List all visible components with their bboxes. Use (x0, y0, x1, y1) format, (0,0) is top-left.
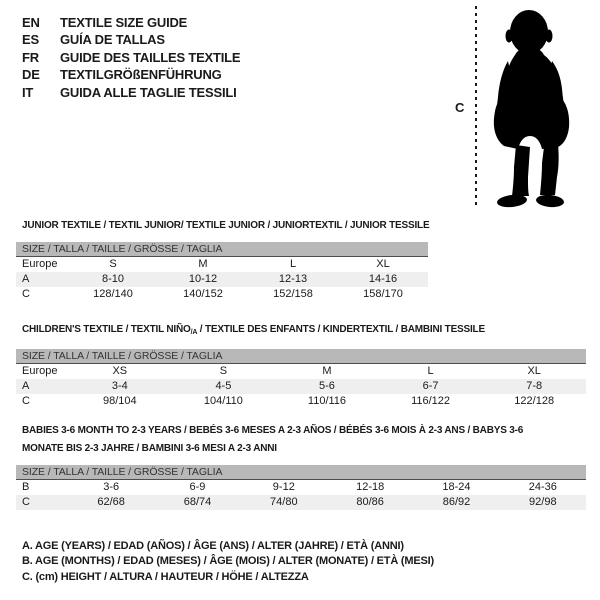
size-value-cell: 140/152 (183, 288, 223, 300)
row-label-cell: A (22, 380, 30, 392)
size-header-bar: SIZE / TALLA / TAILLE / GRÖSSE / TAGLIA (16, 242, 428, 257)
children-size-table (16, 364, 586, 409)
footnote-height-cm: C. (cm) HEIGHT / ALTURA / HAUTEUR / HÖHE / ALTEZZA (22, 570, 309, 583)
row-label-cell: A (22, 273, 30, 285)
size-value-cell: 110/116 (307, 395, 347, 407)
guide-title: GUIDA ALLE TAGLIE TESSILI (60, 84, 237, 100)
toddler-silhouette-icon (482, 5, 594, 210)
language-code: DE (22, 67, 40, 83)
language-row (22, 14, 240, 31)
size-value-cell: S (109, 258, 117, 270)
size-value-cell: 12-18 (356, 481, 385, 493)
size-header-bar: SIZE / TALLA / TAILLE / GRÖSSE / TAGLIA (16, 349, 586, 364)
size-header-bar: SIZE / TALLA / TAILLE / GRÖSSE / TAGLIA (16, 465, 586, 480)
language-code: FR (22, 49, 39, 65)
size-value-cell: 98/104 (102, 395, 137, 407)
size-value-cell: 6-9 (189, 481, 206, 493)
language-title-list (22, 14, 240, 101)
table-row (16, 272, 428, 287)
babies-size-table (16, 480, 586, 510)
language-row (22, 31, 240, 48)
row-label-cell: Europe (22, 365, 58, 377)
section-heading: BABIES 3-6 MONTH TO 2-3 YEARS / BEBÉS 3-6 MESES A 2-3 AÑOS / BÉBÉS 3-6 MOIS À 2-3 ANS / BABYS 3-6 MONATE BIS 2-3 JAHRE / BAMBINI 3-6 MESI A 2-3 ANNI (22, 425, 524, 454)
size-value-cell: L (427, 365, 434, 377)
table-row (16, 364, 586, 379)
language-row (22, 84, 240, 101)
size-value-cell: 128/140 (93, 288, 133, 300)
size-value-cell: M (322, 365, 332, 377)
footnote-age-years: A. AGE (YEARS) / EDAD (AÑOS) / ÂGE (ANS) / ALTER (JAHRE) / ETÀ (ANNI) (22, 540, 404, 552)
heading-text: CHILDREN'S TEXTILE / TEXTIL NIÑO (22, 324, 191, 335)
size-value-cell: 62/68 (97, 496, 125, 508)
size-value-cell: 74/80 (270, 496, 298, 508)
size-value-cell: 7-8 (526, 380, 543, 392)
size-value-cell: 3-6 (103, 481, 120, 493)
size-value-cell: 152/158 (273, 288, 313, 300)
size-value-cell: 122/128 (514, 395, 555, 407)
size-value-cell: S (219, 365, 228, 377)
size-value-cell: 86/92 (442, 496, 471, 508)
size-value-cell: 10-12 (188, 273, 218, 285)
size-value-cell: XL (376, 258, 390, 270)
size-value-cell: 5-6 (319, 380, 335, 392)
size-value-cell: 18-24 (442, 481, 471, 493)
size-value-cell: 8-10 (101, 273, 125, 285)
section-junior (16, 217, 428, 302)
size-value-cell: 12-13 (278, 273, 308, 285)
size-value-cell: M (198, 258, 208, 270)
size-value-cell: 14-16 (368, 273, 398, 285)
table-row (16, 480, 586, 495)
size-value-cell: XS (112, 365, 128, 377)
size-value-cell: 4-5 (215, 380, 232, 392)
size-value-cell: L (289, 258, 297, 270)
row-label-cell: C (22, 496, 30, 508)
footnote-list (22, 539, 434, 585)
size-value-cell: 6-7 (422, 380, 439, 392)
language-code: IT (22, 84, 34, 100)
section-children (16, 321, 586, 409)
guide-title: TEXTILGRÖßENFÜHRUNG (60, 67, 222, 83)
language-code: ES (22, 32, 39, 48)
size-value-cell: 104/110 (203, 395, 243, 407)
size-value-cell: 68/74 (183, 496, 212, 508)
section-babies (16, 422, 586, 510)
table-row (16, 287, 428, 302)
language-row (22, 66, 240, 83)
size-value-cell: 158/170 (363, 288, 403, 300)
section-heading (16, 321, 586, 342)
height-measure-label: C (455, 100, 465, 115)
heading-text: / TEXTILE DES ENFANTS / KINDERTEXTIL / BAMBINI TESSILE (197, 324, 485, 335)
language-row (22, 49, 240, 66)
language-code: EN (22, 15, 40, 30)
size-value-cell: XL (527, 365, 541, 377)
guide-title: GUIDE DES TAILLES TEXTILE (60, 49, 241, 65)
table-row (16, 495, 586, 510)
junior-size-table (16, 257, 428, 302)
size-value-cell: 80/86 (356, 496, 384, 508)
height-measure-line (475, 6, 477, 207)
table-row (16, 379, 586, 394)
size-value-cell: 3-4 (111, 380, 128, 392)
guide-title: TEXTILE SIZE GUIDE (60, 15, 188, 30)
footnote-age-months: B. AGE (MONTHS) / EDAD (MESES) / ÂGE (MOIS) / ALTER (MONATE) / ETÀ (MESI) (22, 555, 434, 568)
size-value-cell: 24-36 (528, 481, 557, 493)
size-value-cell: 9-12 (272, 481, 295, 493)
row-label-cell: C (22, 395, 30, 407)
size-value-cell: 92/98 (529, 496, 557, 508)
row-label-cell: B (22, 481, 30, 493)
guide-title: GUÍA DE TALLAS (60, 32, 165, 48)
row-label-cell: Europe (22, 258, 58, 270)
heading-subscript: /A (190, 329, 198, 336)
table-row (16, 394, 586, 409)
size-value-cell: 116/122 (411, 395, 451, 407)
table-row (16, 257, 428, 272)
row-label-cell: C (22, 288, 30, 300)
section-heading: JUNIOR TEXTILE / TEXTIL JUNIOR/ TEXTILE JUNIOR / JUNIORTEXTIL / JUNIOR TESSILE (22, 220, 430, 231)
